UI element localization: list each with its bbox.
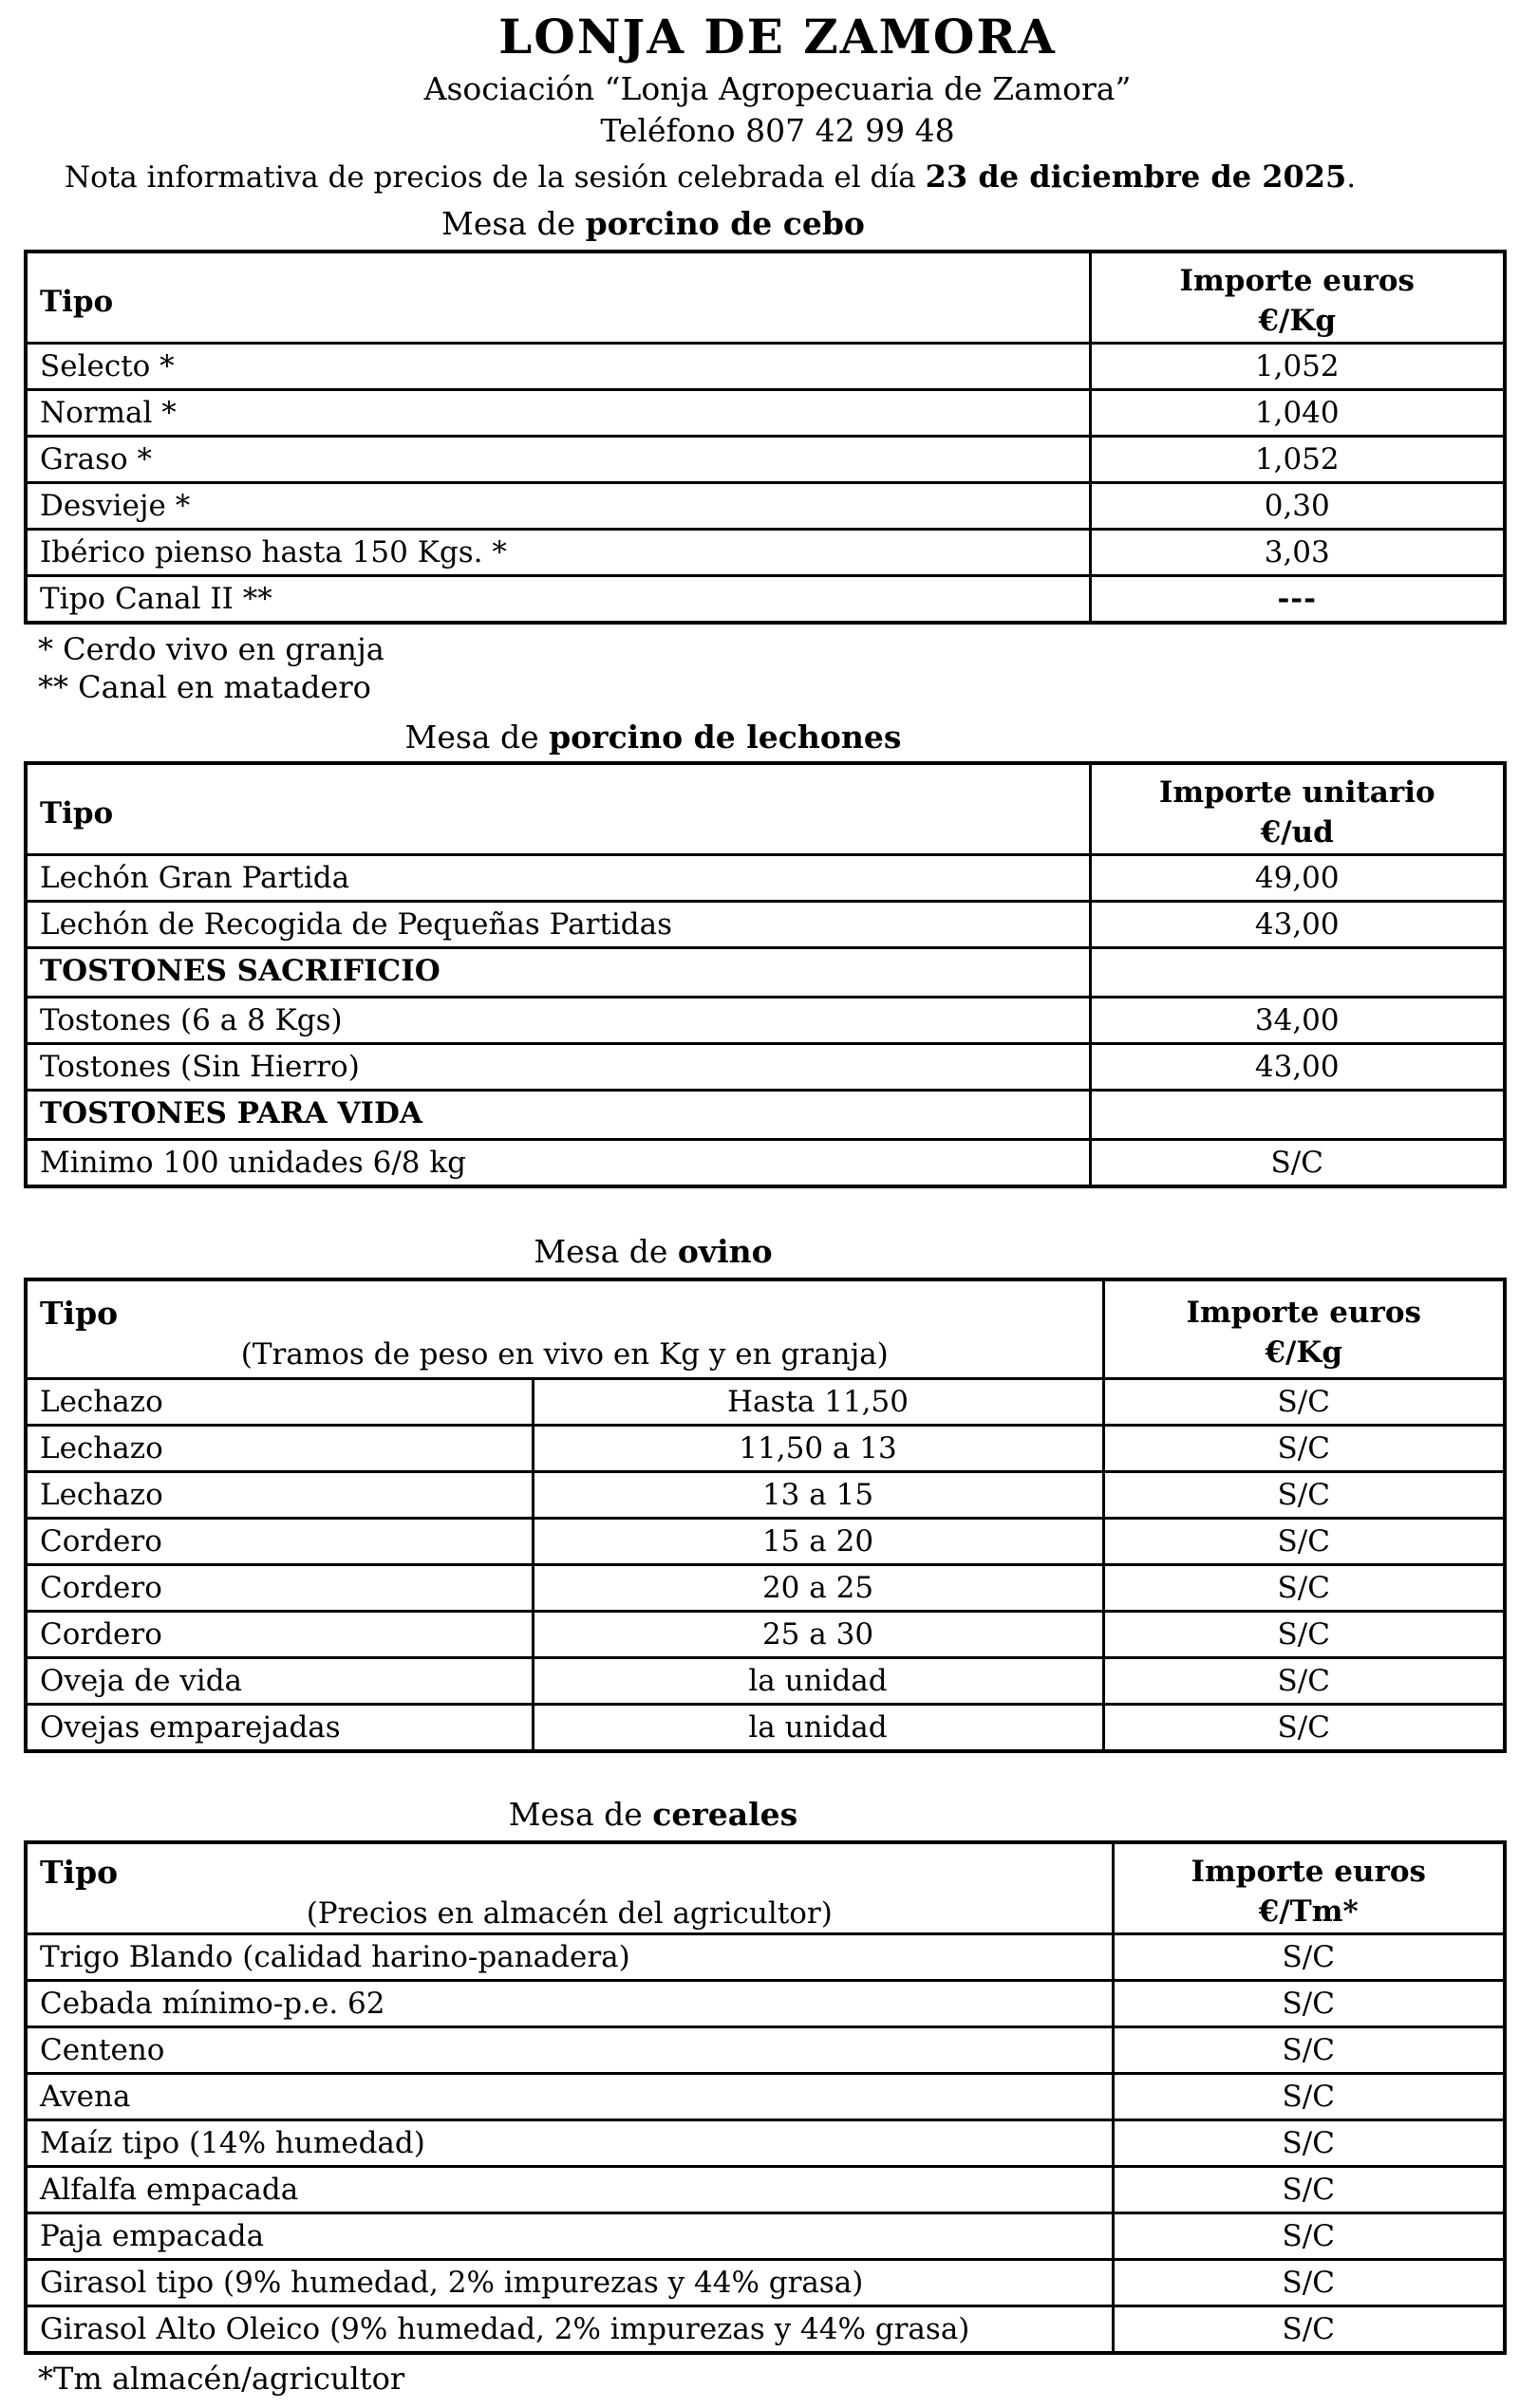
tipo-label: Tipo bbox=[40, 1295, 119, 1332]
tipo-label: Tipo bbox=[40, 1854, 119, 1891]
tipo-cell: Lechazo bbox=[26, 1472, 533, 1519]
range-cell: Hasta 11,50 bbox=[533, 1379, 1103, 1426]
tipo-cell: Paja empacada bbox=[26, 2213, 1113, 2260]
tipo-cell: Tipo Canal II ** bbox=[26, 576, 1090, 624]
note-prefix: Nota informativa de precios de la sesión celebrada el día bbox=[65, 160, 926, 195]
table-row bbox=[26, 2120, 1505, 2167]
tipo-cell: Maíz tipo (14% humedad) bbox=[26, 2120, 1113, 2167]
table-row bbox=[26, 2027, 1505, 2074]
tipo-cell: Desvieje * bbox=[26, 483, 1090, 530]
value-cell-empty bbox=[1090, 948, 1505, 998]
table-cereales bbox=[24, 1840, 1507, 2355]
footnote-tm: *Tm almacén/agricultor bbox=[38, 2361, 405, 2397]
tipo-cell: Avena bbox=[26, 2074, 1113, 2120]
table-row bbox=[26, 2213, 1505, 2260]
value-cell: S/C bbox=[1113, 1981, 1505, 2027]
table-row bbox=[26, 2167, 1505, 2213]
value-cell: S/C bbox=[1113, 2120, 1505, 2167]
range-cell: 11,50 a 13 bbox=[533, 1426, 1103, 1472]
heading-ovino bbox=[0, 1234, 1306, 1270]
tipo-cell: Alfalfa empacada bbox=[26, 2167, 1113, 2213]
value-cell: S/C bbox=[1113, 2074, 1505, 2120]
table-row bbox=[26, 1981, 1505, 2027]
importe-label: Importe euros bbox=[1191, 1855, 1427, 1889]
table-row bbox=[26, 2260, 1505, 2306]
column-header-tipo bbox=[26, 1279, 1103, 1379]
document-header bbox=[0, 11, 1519, 195]
value-cell: 1,040 bbox=[1090, 390, 1505, 437]
table-porcino-de-cebo bbox=[24, 250, 1507, 625]
column-header-importe bbox=[1113, 1842, 1505, 1934]
heading-bold: ovino bbox=[677, 1233, 773, 1270]
value-cell: 0,30 bbox=[1090, 483, 1505, 530]
tipo-cell: Minimo 100 unidades 6/8 kg bbox=[26, 1140, 1090, 1187]
range-cell: la unidad bbox=[533, 1705, 1103, 1752]
tipo-cell: Cebada mínimo-p.e. 62 bbox=[26, 1981, 1113, 2027]
table-row bbox=[26, 1934, 1505, 1981]
footnote-matadero: ** Canal en matadero bbox=[38, 669, 371, 705]
value-cell: S/C bbox=[1103, 1426, 1505, 1472]
column-header-importe bbox=[1103, 1279, 1505, 1379]
range-cell: 15 a 20 bbox=[533, 1519, 1103, 1565]
tipo-cell: Trigo Blando (calidad harino-panadera) bbox=[26, 1934, 1113, 1981]
value-cell: S/C bbox=[1103, 1705, 1505, 1752]
tipo-cell: Tostones (Sin Hierro) bbox=[26, 1044, 1090, 1091]
value-cell: 43,00 bbox=[1090, 1044, 1505, 1091]
value-cell: S/C bbox=[1113, 1934, 1505, 1981]
table-row bbox=[26, 1379, 1505, 1426]
value-cell: S/C bbox=[1103, 1565, 1505, 1612]
table-header-row bbox=[26, 1279, 1505, 1379]
value-cell: S/C bbox=[1113, 2306, 1505, 2354]
tipo-cell: Ibérico pienso hasta 150 Kgs. * bbox=[26, 530, 1090, 576]
heading-prefix: Mesa de bbox=[508, 1796, 653, 1833]
heading-porcino-de-lechones bbox=[0, 719, 1306, 756]
table-row bbox=[26, 2306, 1505, 2354]
table-header-row bbox=[26, 763, 1505, 855]
note-date: 23 de diciembre de 2025 bbox=[925, 159, 1347, 195]
table-row bbox=[26, 1658, 1505, 1705]
table-row bbox=[26, 2074, 1505, 2120]
heading-prefix: Mesa de bbox=[404, 719, 550, 756]
column-header-tipo: Tipo bbox=[26, 763, 1090, 855]
table-row bbox=[26, 437, 1505, 483]
value-cell-empty bbox=[1090, 1091, 1505, 1140]
tipo-cell: Ovejas emparejadas bbox=[26, 1705, 533, 1752]
value-cell: S/C bbox=[1113, 2213, 1505, 2260]
value-cell: S/C bbox=[1113, 2167, 1505, 2213]
value-cell: 49,00 bbox=[1090, 855, 1505, 902]
table-row bbox=[26, 1565, 1505, 1612]
importe-label: Importe euros bbox=[1186, 1296, 1422, 1330]
value-cell: S/C bbox=[1113, 2027, 1505, 2074]
table-row bbox=[26, 1519, 1505, 1565]
heading-prefix: Mesa de bbox=[534, 1233, 678, 1270]
value-cell: --- bbox=[1090, 576, 1505, 624]
heading-bold: cereales bbox=[652, 1796, 798, 1833]
value-cell: S/C bbox=[1103, 1379, 1505, 1426]
table-row bbox=[26, 1612, 1505, 1658]
value-cell: S/C bbox=[1103, 1472, 1505, 1519]
tipo-cell: Cordero bbox=[26, 1612, 533, 1658]
range-cell: 13 a 15 bbox=[533, 1472, 1103, 1519]
tipo-sublabel: (Tramos de peso en vivo en Kg y en granja) bbox=[240, 1337, 889, 1372]
tipo-cell: Girasol Alto Oleico (9% humedad, 2% impurezas y 44% grasa) bbox=[26, 2306, 1113, 2354]
value-cell: S/C bbox=[1103, 1519, 1505, 1565]
table-row bbox=[26, 855, 1505, 902]
tipo-cell: Selecto * bbox=[26, 344, 1090, 390]
tipo-cell: Normal * bbox=[26, 390, 1090, 437]
importe-label: Importe unitario bbox=[1158, 775, 1435, 810]
tipo-cell: Tostones (6 a 8 Kgs) bbox=[26, 998, 1090, 1044]
tipo-cell: Cordero bbox=[26, 1565, 533, 1612]
heading-bold: porcino de lechones bbox=[549, 719, 902, 756]
range-cell: 20 a 25 bbox=[533, 1565, 1103, 1612]
column-header-importe bbox=[1090, 763, 1505, 855]
value-cell: S/C bbox=[1113, 2260, 1505, 2306]
column-header-tipo: Tipo bbox=[26, 252, 1090, 344]
heading-bold: porcino de cebo bbox=[585, 205, 865, 242]
table-porcino-de-lechones bbox=[24, 761, 1507, 1188]
value-cell: 1,052 bbox=[1090, 344, 1505, 390]
table-row bbox=[26, 344, 1505, 390]
association-subtitle: Asociación “Lonja Agropecuaria de Zamora” bbox=[423, 70, 1132, 107]
note-suffix: . bbox=[1346, 160, 1357, 195]
section-label: TOSTONES SACRIFICIO bbox=[26, 948, 1090, 998]
importe-unit: €/Tm* bbox=[1258, 1895, 1359, 1929]
table-row bbox=[26, 530, 1505, 576]
tipo-cell: Lechón de Recogida de Pequeñas Partidas bbox=[26, 902, 1090, 948]
value-cell: S/C bbox=[1103, 1658, 1505, 1705]
column-header-importe bbox=[1090, 252, 1505, 344]
tipo-sublabel: (Precios en almacén del agricultor) bbox=[306, 1896, 833, 1931]
phone-line: Teléfono 807 42 99 48 bbox=[600, 112, 955, 149]
table-row bbox=[26, 1472, 1505, 1519]
value-cell: 3,03 bbox=[1090, 530, 1505, 576]
tipo-cell: Centeno bbox=[26, 2027, 1113, 2074]
table-header-row bbox=[26, 252, 1505, 344]
heading-porcino-de-cebo bbox=[0, 206, 1306, 242]
table-header-row bbox=[26, 1842, 1505, 1934]
value-cell: S/C bbox=[1103, 1612, 1505, 1658]
heading-cereales bbox=[0, 1797, 1306, 1833]
importe-unit: €/Kg bbox=[1258, 304, 1336, 338]
table-ovino bbox=[24, 1278, 1507, 1753]
importe-label: Importe euros bbox=[1179, 264, 1416, 298]
importe-unit: €/ud bbox=[1260, 815, 1334, 849]
tipo-cell: Graso * bbox=[26, 437, 1090, 483]
range-cell: la unidad bbox=[533, 1658, 1103, 1705]
value-cell: S/C bbox=[1090, 1140, 1505, 1187]
tipo-cell: Cordero bbox=[26, 1519, 533, 1565]
table-row bbox=[26, 1140, 1505, 1187]
tipo-cell: Lechón Gran Partida bbox=[26, 855, 1090, 902]
tipo-cell: Lechazo bbox=[26, 1426, 533, 1472]
section-row-tostones-para-vida bbox=[26, 1091, 1505, 1140]
session-note bbox=[36, 159, 1519, 195]
importe-unit: €/Kg bbox=[1265, 1335, 1342, 1370]
cebo-footnotes bbox=[0, 630, 1519, 706]
section-row-tostones-sacrificio bbox=[26, 948, 1505, 998]
table-row bbox=[26, 902, 1505, 948]
page-title: LONJA DE ZAMORA bbox=[498, 9, 1057, 65]
range-cell: 25 a 30 bbox=[533, 1612, 1103, 1658]
table-row bbox=[26, 576, 1505, 624]
footnote-granja: * Cerdo vivo en granja bbox=[38, 631, 384, 667]
tipo-cell: Girasol tipo (9% humedad, 2% impurezas y 44% grasa) bbox=[26, 2260, 1113, 2306]
table-row bbox=[26, 390, 1505, 437]
value-cell: 1,052 bbox=[1090, 437, 1505, 483]
heading-prefix: Mesa de bbox=[441, 205, 586, 242]
table-row bbox=[26, 1426, 1505, 1472]
table-row bbox=[26, 1044, 1505, 1091]
table-row bbox=[26, 483, 1505, 530]
table-row bbox=[26, 1705, 1505, 1752]
value-cell: 34,00 bbox=[1090, 998, 1505, 1044]
table-row bbox=[26, 998, 1505, 1044]
column-header-tipo bbox=[26, 1842, 1113, 1934]
tipo-cell: Oveja de vida bbox=[26, 1658, 533, 1705]
tipo-cell: Lechazo bbox=[26, 1379, 533, 1426]
section-label: TOSTONES PARA VIDA bbox=[26, 1091, 1090, 1140]
value-cell: 43,00 bbox=[1090, 902, 1505, 948]
